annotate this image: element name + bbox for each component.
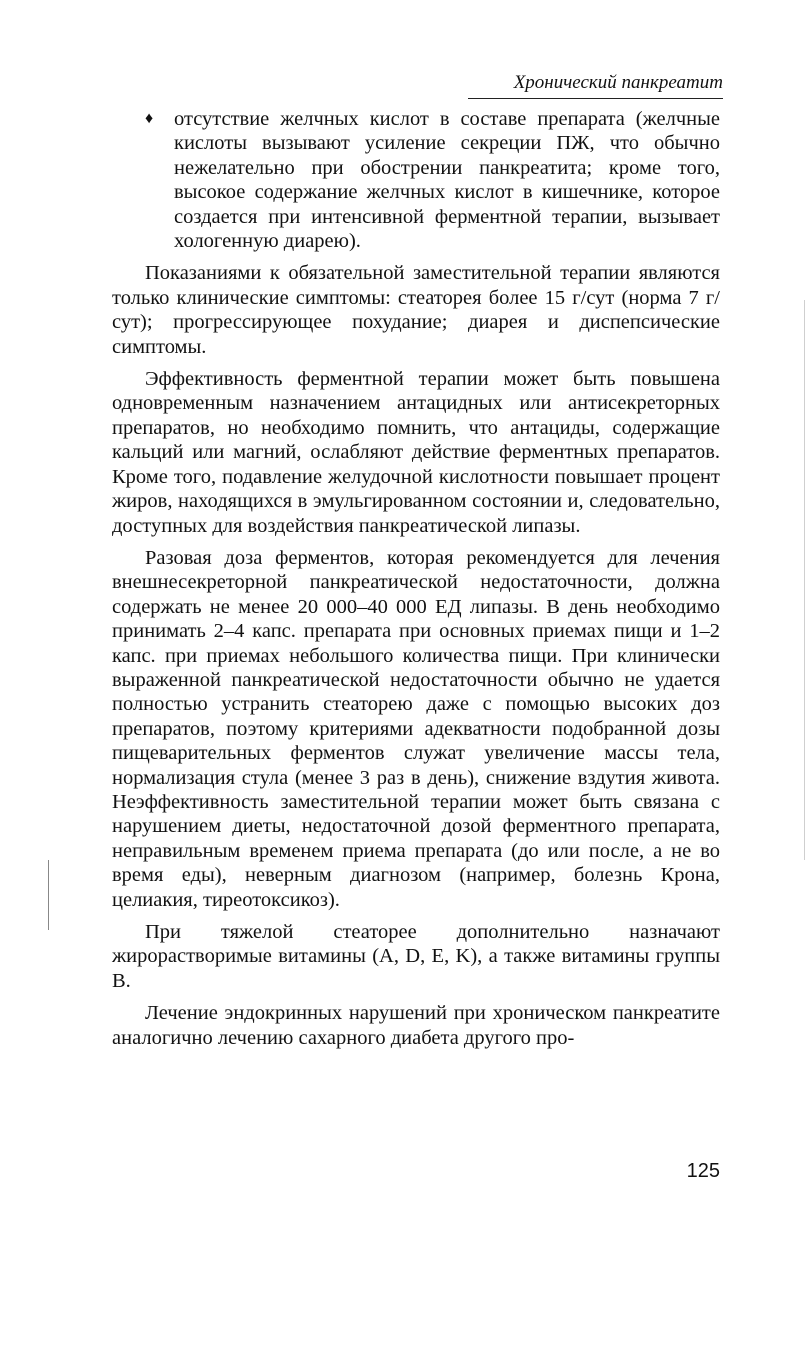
bullet-text: отсутствие желчных кислот в составе препарата (желчные кислоты вызывают усиление секреции ПЖ, что обычно нежелательно при обострении панкреатита; кроме того, высокое содержание желчных кислот в кишечнике, которое создается при интенсивной ферментной терапии, вызывает хологенную диарею). (174, 108, 720, 253)
paragraph-endocrine: Лечение эндокринных нарушений при хроническом панкреатите аналогично лечению сахарного диабета другого про- (112, 1002, 720, 1049)
paragraph-vitamins: При тяжелой стеаторее дополнительно назначают жирорастворимые витамины (A, D, E, K), а также витамины группы B. (112, 921, 720, 992)
paragraph-efficacy: Эффективность ферментной терапии может быть повышена одновременным назначением антацидных или антисекреторных препаратов, но необходимо помнить, что антациды, содержащие кальций или магний, ослабляют действие ферментных препаратов. Кроме того, подавление желудочной кислотности повышает процент жиров, находящихся в эмульгированном состоянии и, следовательно, доступных для воздействия панкреатической липазы. (112, 368, 720, 537)
page-body (112, 107, 720, 1058)
diamond-bullet-icon: ♦ (145, 110, 154, 127)
paragraph-indications: Показаниями к обязательной заместительной терапии являются только клинические симптомы: стеаторея более 15 г/сут (норма 7 г/сут); прогрессирующее похудание; диарея и диспепсические симптомы. (112, 262, 720, 358)
running-header: Хронический панкреатит (468, 70, 723, 99)
scan-artifact-right (804, 300, 805, 860)
scan-artifact-left (48, 860, 49, 930)
paragraph-dosage: Разовая доза ферментов, которая рекомендуется для лечения внешнесекреторной панкреатической недостаточности, должна содержать не менее 20 000–40 000 ЕД липазы. В день необходимо принимать 2–4 капс. препарата при основных приемах пищи и 1–2 капс. при приемах небольшого количества пищи. При клинически выраженной панкреатической недостаточности обычно не удается полностью устранить стеаторею даже с помощью высоких доз препаратов, поэтому критериями адекватности подобранной дозы пищеварительных ферментов служат увеличение массы тела, нормализация стула (менее 3 раз в день), снижение вздутия живота. Неэффективность заместительной терапии может быть связана с нарушением диеты, недостаточной дозой ферментного препарата, неправильным временем приема препарата (до или после, а не во время еды), неверным диагнозом (например, болезнь Крона, целиакия, тиреотоксикоз). (112, 546, 720, 911)
bullet-item (112, 107, 720, 253)
page-number: 125 (686, 1160, 720, 1182)
